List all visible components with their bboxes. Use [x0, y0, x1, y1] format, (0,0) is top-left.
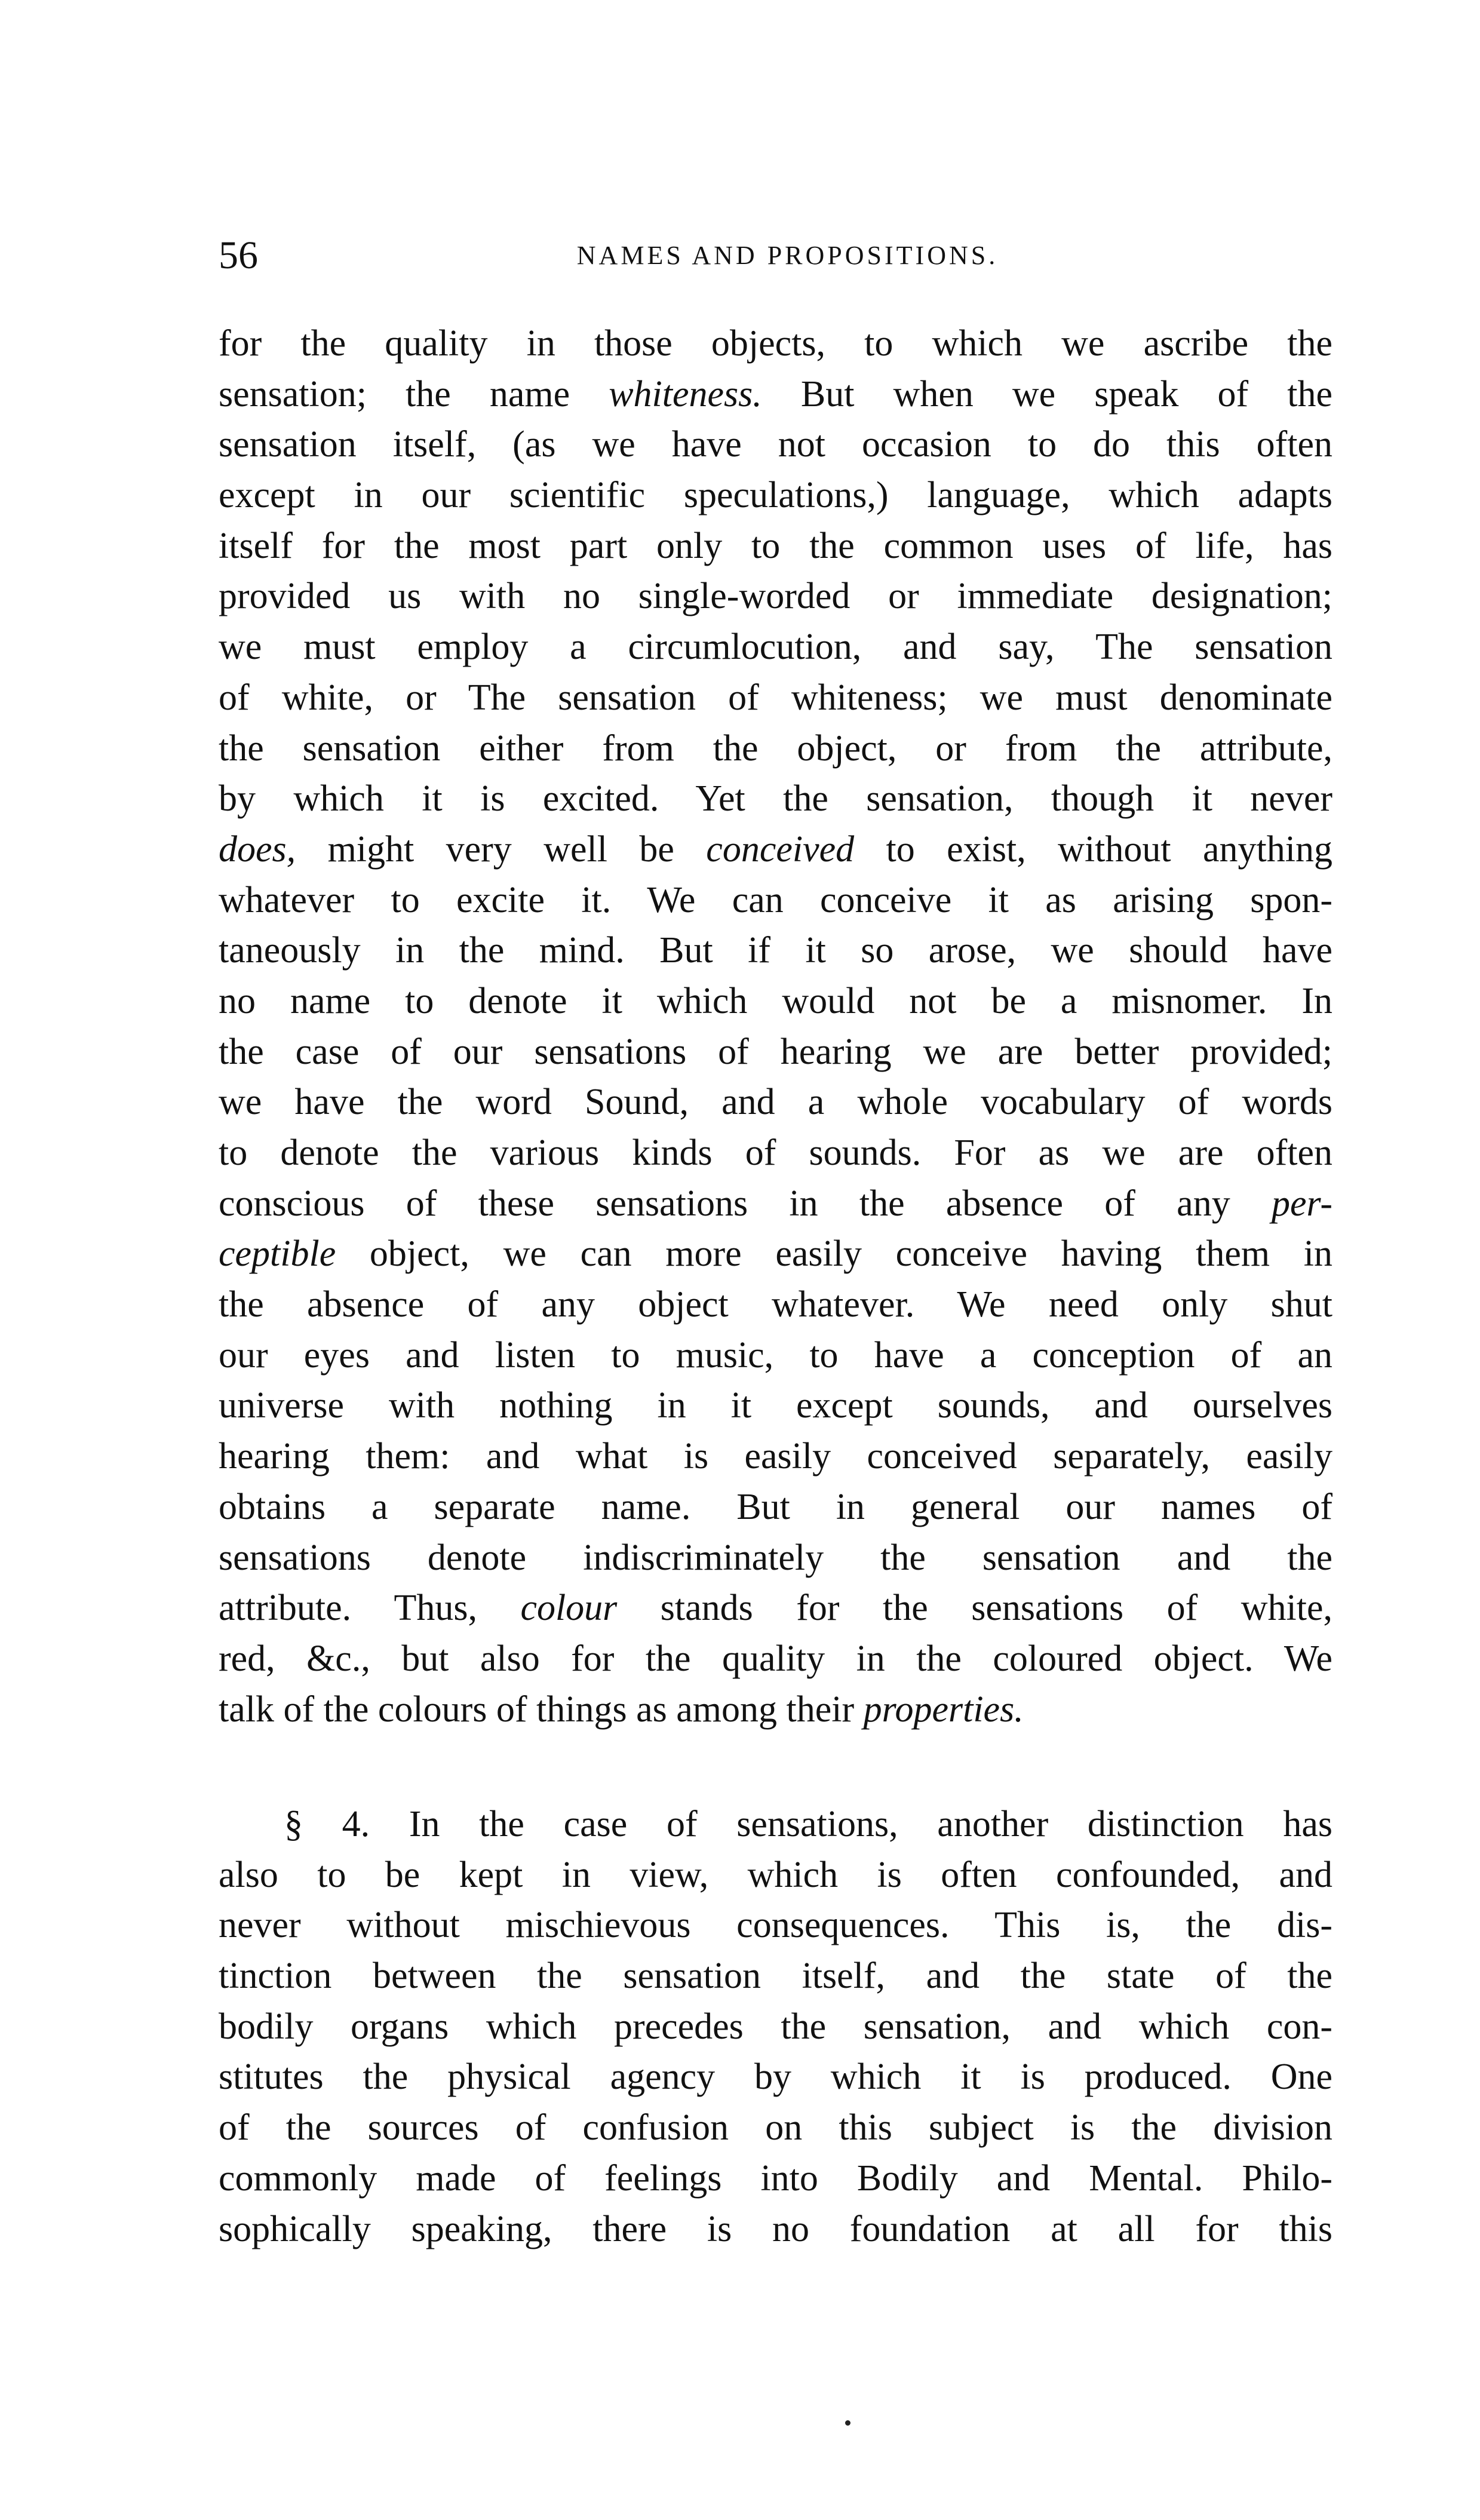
- text-segment: sophically speaking, there is no foundation at all for this: [219, 2208, 1332, 2249]
- text-line: [219, 1330, 1332, 1381]
- text-segment: we have the word Sound, and a whole vocabulary of words: [219, 1082, 1332, 1123]
- text-line: [219, 723, 1332, 774]
- text-segment: stands for the sensations of white,: [617, 1588, 1332, 1629]
- text-segment: sensation itself, (as we have not occasion to do this often: [219, 424, 1332, 465]
- scan-speck: [845, 2420, 850, 2426]
- text-line: [219, 824, 1332, 875]
- text-line: [219, 1178, 1332, 1229]
- text-segment: bodily organs which precedes the sensation, and which con-: [219, 2006, 1332, 2047]
- text-line: [219, 571, 1332, 622]
- text-segment: we must employ a circumlocution, and say, The sensation: [219, 627, 1332, 668]
- text-line: [219, 1634, 1332, 1684]
- text-line: [219, 925, 1332, 976]
- text-segment: the absence of any object whatever. We need only shut: [219, 1284, 1332, 1325]
- text-line: [219, 622, 1332, 673]
- text-segment: red, &c., but also for the quality in the coloured object. We: [219, 1638, 1332, 1679]
- text-segment: conscious of these sensations in the absence of any: [219, 1183, 1272, 1224]
- text-segment: the case of our sensations of hearing we are better provided;: [219, 1031, 1332, 1072]
- text-segment: hearing them: and what is easily conceived separately, easily: [219, 1436, 1332, 1477]
- text-segment: commonly made of feelings into Bodily and Mental. Philo-: [219, 2157, 1332, 2199]
- text-line: [219, 1533, 1332, 1583]
- text-segment: the sensation either from the object, or from the attribute,: [219, 728, 1332, 769]
- italic-text: conceived: [706, 828, 855, 870]
- text-segment: obtains a separate name. But in general our names of: [219, 1486, 1332, 1527]
- text-segment: taneously in the mind. But if it so arose, we should have: [219, 930, 1332, 971]
- text-line: [219, 1229, 1332, 1279]
- page-header: [219, 233, 1332, 281]
- text-segment: our eyes and listen to music, to have a conception of an: [219, 1334, 1332, 1376]
- text-line: [219, 1482, 1332, 1533]
- text-segment: of white, or The sensation of whiteness; we must denominate: [219, 677, 1332, 718]
- text-segment: talk of the colours of things as among their: [219, 1689, 864, 1730]
- text-line: [219, 1128, 1332, 1178]
- italic-text: does,: [219, 828, 296, 870]
- text-segment: to denote the various kinds of sounds. For as we are often: [219, 1132, 1332, 1173]
- text-line: [219, 1380, 1332, 1431]
- text-line: [219, 1951, 1332, 2002]
- text-line: [219, 1077, 1332, 1128]
- text-line: [219, 1799, 1332, 1850]
- text-line: [219, 470, 1332, 521]
- text-segment: never without mischievous consequences. This is, the dis-: [219, 1905, 1332, 1946]
- italic-text: ceptible: [219, 1233, 336, 1275]
- text-segment: sensation; the name: [219, 373, 609, 415]
- text-line: [219, 1684, 1332, 1735]
- text-line: [219, 2204, 1332, 2255]
- text-segment: universe with nothing in it except sounds, and ourselves: [219, 1385, 1332, 1426]
- text-segment: tinction between the sensation itself, and the state of the: [219, 1956, 1332, 1997]
- text-line: [219, 875, 1332, 926]
- text-line: [219, 1027, 1332, 1078]
- text-segment: except in our scientific speculations,) language, which adapts: [219, 475, 1332, 516]
- text-segment: sensations denote indiscriminately the sensation and the: [219, 1537, 1332, 1578]
- text-line: [219, 369, 1332, 420]
- running-title: NAMES AND PROPOSITIONS.: [576, 241, 999, 270]
- page-number: 56: [219, 234, 258, 277]
- text-line: [219, 1279, 1332, 1330]
- italic-text: whiteness.: [609, 373, 762, 415]
- text-line: [219, 521, 1332, 572]
- paragraph-2-section-4: [219, 1799, 1332, 2254]
- text-segment: by which it is excited. Yet the sensation, though it never: [219, 778, 1332, 819]
- text-line: [219, 976, 1332, 1027]
- text-segment: of the sources of confusion on this subject is the division: [219, 2107, 1332, 2148]
- text-line: [219, 318, 1332, 369]
- text-segment: But when we speak of the: [762, 373, 1332, 415]
- text-line: [219, 2002, 1332, 2052]
- text-segment: object, we can more easily conceive having them in: [336, 1233, 1332, 1275]
- text-segment: attribute. Thus,: [219, 1588, 521, 1629]
- paragraph-1: [219, 318, 1332, 1735]
- text-segment: might very well be: [296, 828, 707, 870]
- text-segment: stitutes the physical agency by which it is produced. One: [219, 2056, 1332, 2098]
- text-segment: to exist, without anything: [854, 828, 1332, 870]
- text-line: [219, 673, 1332, 723]
- text-line: [219, 2153, 1332, 2204]
- text-segment: no name to denote it which would not be a misnomer. In: [219, 980, 1332, 1021]
- text-segment: provided us with no single-worded or immediate designation;: [219, 576, 1332, 617]
- text-segment: also to be kept in view, which is often confounded, and: [219, 1854, 1332, 1895]
- text-line: [219, 2052, 1332, 2102]
- text-segment: for the quality in those objects, to which we ascribe the: [219, 323, 1332, 364]
- text-segment: whatever to excite it. We can conceive it as arising spon-: [219, 879, 1332, 920]
- text-line: [219, 1431, 1332, 1482]
- text-segment: § 4. In the case of sensations, another distinction has: [284, 1804, 1332, 1844]
- text-line: [219, 2102, 1332, 2153]
- italic-text: colour: [520, 1588, 618, 1629]
- text-line: [219, 419, 1332, 470]
- text-line: [219, 1850, 1332, 1901]
- text-segment: itself for the most part only to the common uses of life, has: [219, 525, 1332, 566]
- text-line: [219, 774, 1332, 824]
- text-line: [219, 1900, 1332, 1951]
- italic-text: properties.: [863, 1689, 1024, 1730]
- text-line: [219, 1583, 1332, 1634]
- italic-text: per-: [1271, 1183, 1332, 1224]
